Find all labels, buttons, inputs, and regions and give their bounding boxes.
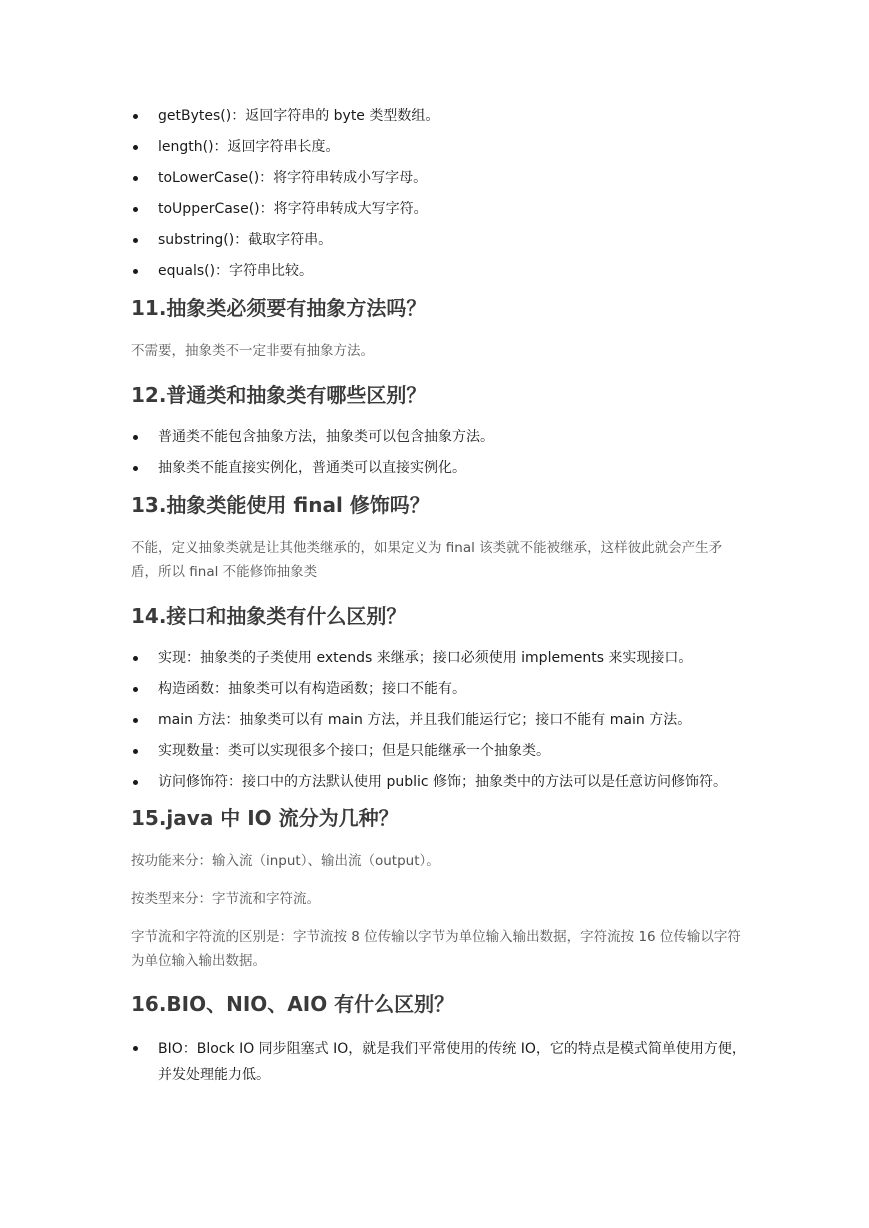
section-q14 <box>0 596 869 636</box>
q15-p1 <box>0 849 869 873</box>
q12-list <box>0 422 869 484</box>
list-item: 实现数量：类可以实现很多个接口；但是只能继承一个抽象类。 <box>0 736 869 767</box>
section-q15 <box>0 798 869 838</box>
list-item: 构造函数：抽象类可以有构造函数；接口不能有。 <box>0 674 869 705</box>
list-item: equals()：字符串比较。 <box>0 256 869 287</box>
list-item: substring()：截取字符串。 <box>0 225 869 256</box>
list-item: toUpperCase()：将字符串转成大写字符。 <box>0 194 869 225</box>
paragraph: 不需要，抽象类不一定非要有抽象方法。 <box>131 343 374 359</box>
section-q11 <box>0 288 869 328</box>
paragraph: 字节流和字符流的区别是：字节流按 8 位传输以字节为单位输入输出数据，字符流按 16 位传输以字符为单位输入输出数据。 <box>131 929 741 969</box>
list-item: BIO：Block IO 同步阻塞式 IO，就是我们平常使用的传统 IO，它的特点是模式简单使用方便，并发处理能力低。 <box>0 1034 869 1088</box>
list-item: length()：返回字符串长度。 <box>0 132 869 163</box>
section-heading: 11.抽象类必须要有抽象方法吗？ <box>131 296 427 320</box>
q13-answer <box>0 536 869 584</box>
section-heading: 13.抽象类能使用 final 修饰吗？ <box>131 493 430 517</box>
section-q16 <box>0 984 869 1024</box>
list-item: getBytes()：返回字符串的 byte 类型数组。 <box>0 101 869 132</box>
section-q13 <box>0 485 869 525</box>
list-item: 普通类不能包含抽象方法，抽象类可以包含抽象方法。 <box>0 422 869 453</box>
list-item: 访问修饰符：接口中的方法默认使用 public 修饰；抽象类中的方法可以是任意访问修饰符。 <box>0 767 869 798</box>
list-item: main 方法：抽象类可以有 main 方法，并且我们能运行它；接口不能有 main 方法。 <box>0 705 869 736</box>
q15-p2 <box>0 887 869 911</box>
section-heading: 12.普通类和抽象类有哪些区别？ <box>131 383 427 407</box>
q11-answer <box>0 339 869 363</box>
q16-list <box>0 1034 869 1088</box>
section-heading: 14.接口和抽象类有什么区别？ <box>131 604 407 628</box>
list-item: 抽象类不能直接实例化，普通类可以直接实例化。 <box>0 453 869 484</box>
list-item: 实现：抽象类的子类使用 extends 来继承；接口必须使用 implements 来实现接口。 <box>0 643 869 674</box>
section-q12 <box>0 375 869 415</box>
section-heading: 16.BIO、NIO、AIO 有什么区别？ <box>131 992 455 1016</box>
paragraph: 按类型来分：字节流和字符流。 <box>131 891 320 907</box>
paragraph: 按功能来分：输入流（input）、输出流（output）。 <box>131 853 440 869</box>
q15-p3 <box>0 925 869 973</box>
paragraph: 不能，定义抽象类就是让其他类继承的，如果定义为 final 该类就不能被继承，这样彼此就会产生矛盾，所以 final 不能修饰抽象类 <box>131 540 723 580</box>
section-heading: 15.java 中 IO 流分为几种？ <box>131 806 399 830</box>
string-methods-list <box>0 101 869 287</box>
list-item: toLowerCase()：将字符串转成小写字母。 <box>0 163 869 194</box>
q14-list <box>0 643 869 798</box>
